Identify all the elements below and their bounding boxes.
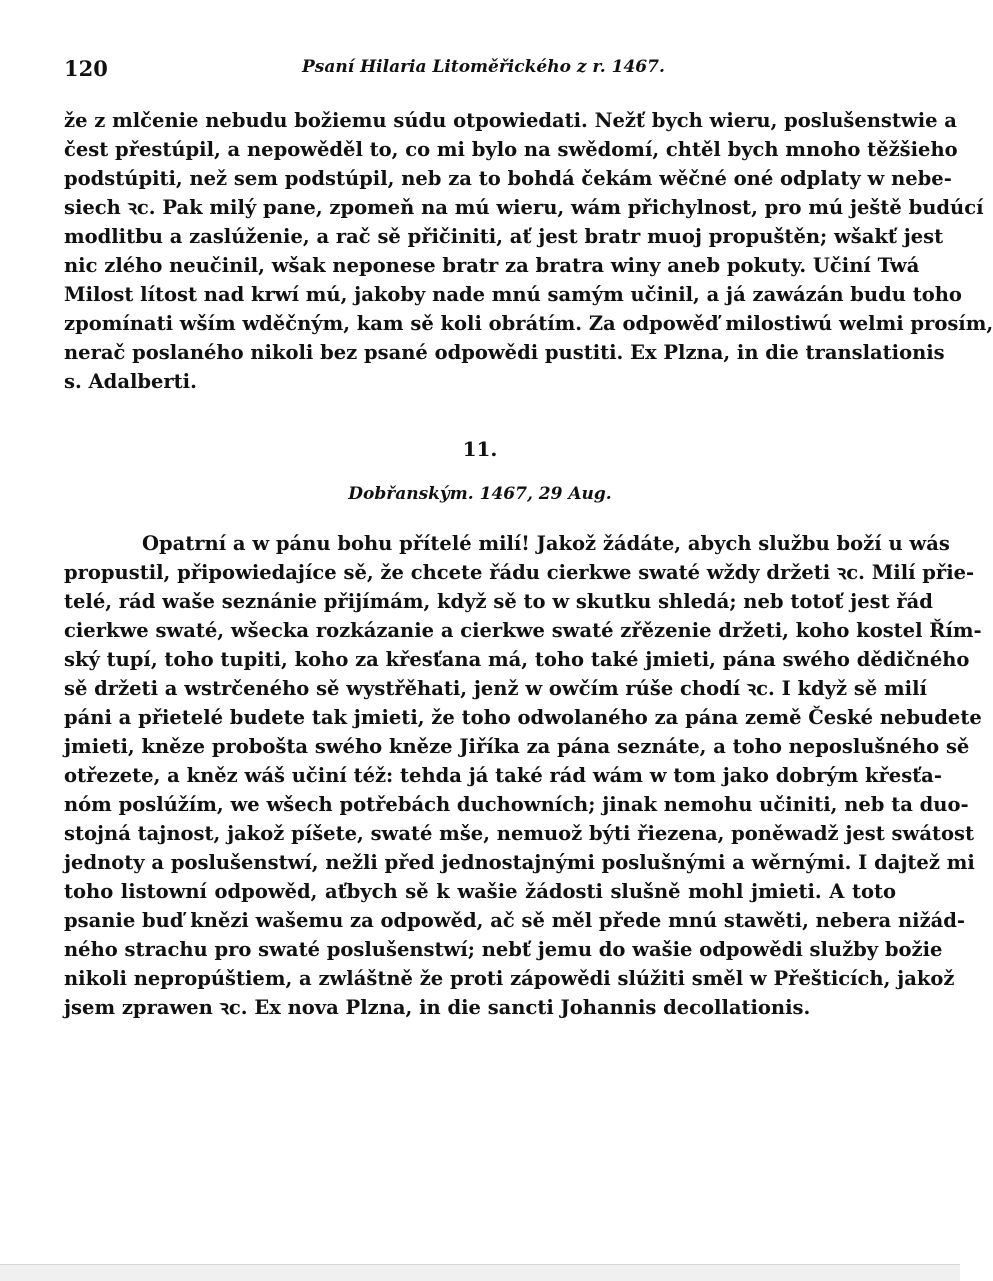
text-line: toho listowní odpowěd, aťbych sě k wašie žádosti slušně mohl jmieti. A toto [64, 880, 896, 903]
viewer-bottom-edge [0, 1264, 960, 1281]
letter-10-closing-paragraph [64, 106, 993, 396]
text-line: čest přestúpil, a nepowěděl to, co mi bylo na swědomí, chtěl bych mnoho těžšieho [64, 138, 958, 161]
text-line: modlitbu a zaslúženie, a rač sě přičiniti, ať jest bratr muoj propuštěn; wšakť jest [64, 225, 944, 248]
text-line: Opatrní a w pánu bohu přítelé milí! Jakož žádáte, abych službu boží u wás [142, 532, 950, 555]
text-line: jednoty a poslušenstwí, nežli před jednostajnými poslušnými a wěrnými. I dajtež mi [64, 851, 975, 874]
text-line: sě držeti a wstrčeného sě wystřěhati, jenž w owčím rúše chodí ꝛc. I když sě milí [64, 677, 927, 700]
text-line: psanie buď knězi wašemu za odpowěd, ač sě měl přede mnú stawěti, nebera nižád- [64, 909, 965, 932]
text-line: ného strachu pro swaté poslušenstwí; nebť jemu do wašie odpowědi služby božie [64, 938, 943, 961]
page-number: 120 [64, 56, 108, 81]
text-line: telé, rád waše seznánie přijímám, když sě to w skutku shledá; neb totoť jest řád [64, 590, 933, 613]
text-line: stojná tajnost, jakož píšete, swaté mše, nemuož býti řiezena, poněwadž jest swátost [64, 822, 974, 845]
text-line: jmieti, kněze probošta swého kněze Jiříka za pána seznáte, a toho neposlušného sě [64, 735, 970, 758]
text-line: cierkwe swaté, wšecka rozkázanie a cierkwe swaté zřězenie držeti, koho kostel Řím- [64, 619, 982, 642]
text-line: páni a přietelé budete tak jmieti, že toho odwolaného za pána země České nebudete [64, 706, 982, 729]
text-line: zpomínati wším wděčným, kam sě koli obrátím. Za odpowěď milostiwú welmi prosím, [64, 312, 993, 335]
text-line: že z mlčenie nebudu božiemu súdu otpowiedati. Nežť bych wieru, poslušenstwie a [64, 109, 957, 132]
text-line: nerač poslaného nikoli bez psané odpowědi pustiti. Ex Plzna, in die translationis [64, 341, 945, 364]
text-line: propustil, připowiedajíce sě, že chcete řádu cierkwe swaté wždy držeti ꝛc. Milí přie- [64, 561, 975, 584]
letter-number: 11. [462, 437, 498, 461]
text-line: s. Adalberti. [64, 370, 197, 393]
running-title: Psaní Hilaria Litoměřického z r. 1467. [302, 57, 665, 77]
text-line: otřezete, a kněz wáš učiní též: tehda já také rád wám w tom jako dobrým křesťa- [64, 764, 942, 787]
text-line: nic zlého neučinil, wšak neponese bratr za bratra winy aneb pokuty. Učiní Twá [64, 254, 920, 277]
text-line: nikoli nepropúštiem, a zwláštně že proti zápowědi slúžiti směl w Přešticích, jakož [64, 967, 955, 990]
text-line: podstúpiti, než sem podstúpil, neb za to bohdá čekám wěčné oné odplaty w nebe- [64, 167, 952, 190]
letter-heading: Dobřanským. 1467, 29 Aug. [348, 484, 612, 504]
text-line: siech ꝛc. Pak milý pane, zpomeň na mú wieru, wám přichylnost, pro mú ještě budúcí [64, 196, 984, 219]
text-line: Milost lítost nad krwí mú, jakoby nade mnú samým učinil, a já zawázán budu toho [64, 283, 962, 306]
text-line: ský tupí, toho tupiti, koho za křesťana má, toho také jmieti, pána swého dědičného [64, 648, 970, 671]
text-line: nóm poslúžím, we wšech potřebách duchowních; jinak nemohu učiniti, neb ta duo- [64, 793, 969, 816]
running-head [64, 56, 896, 86]
text-line: jsem zprawen ꝛc. Ex nova Plzna, in die sancti Johannis decollationis. [64, 996, 811, 1019]
letter-11-body [64, 529, 982, 1022]
